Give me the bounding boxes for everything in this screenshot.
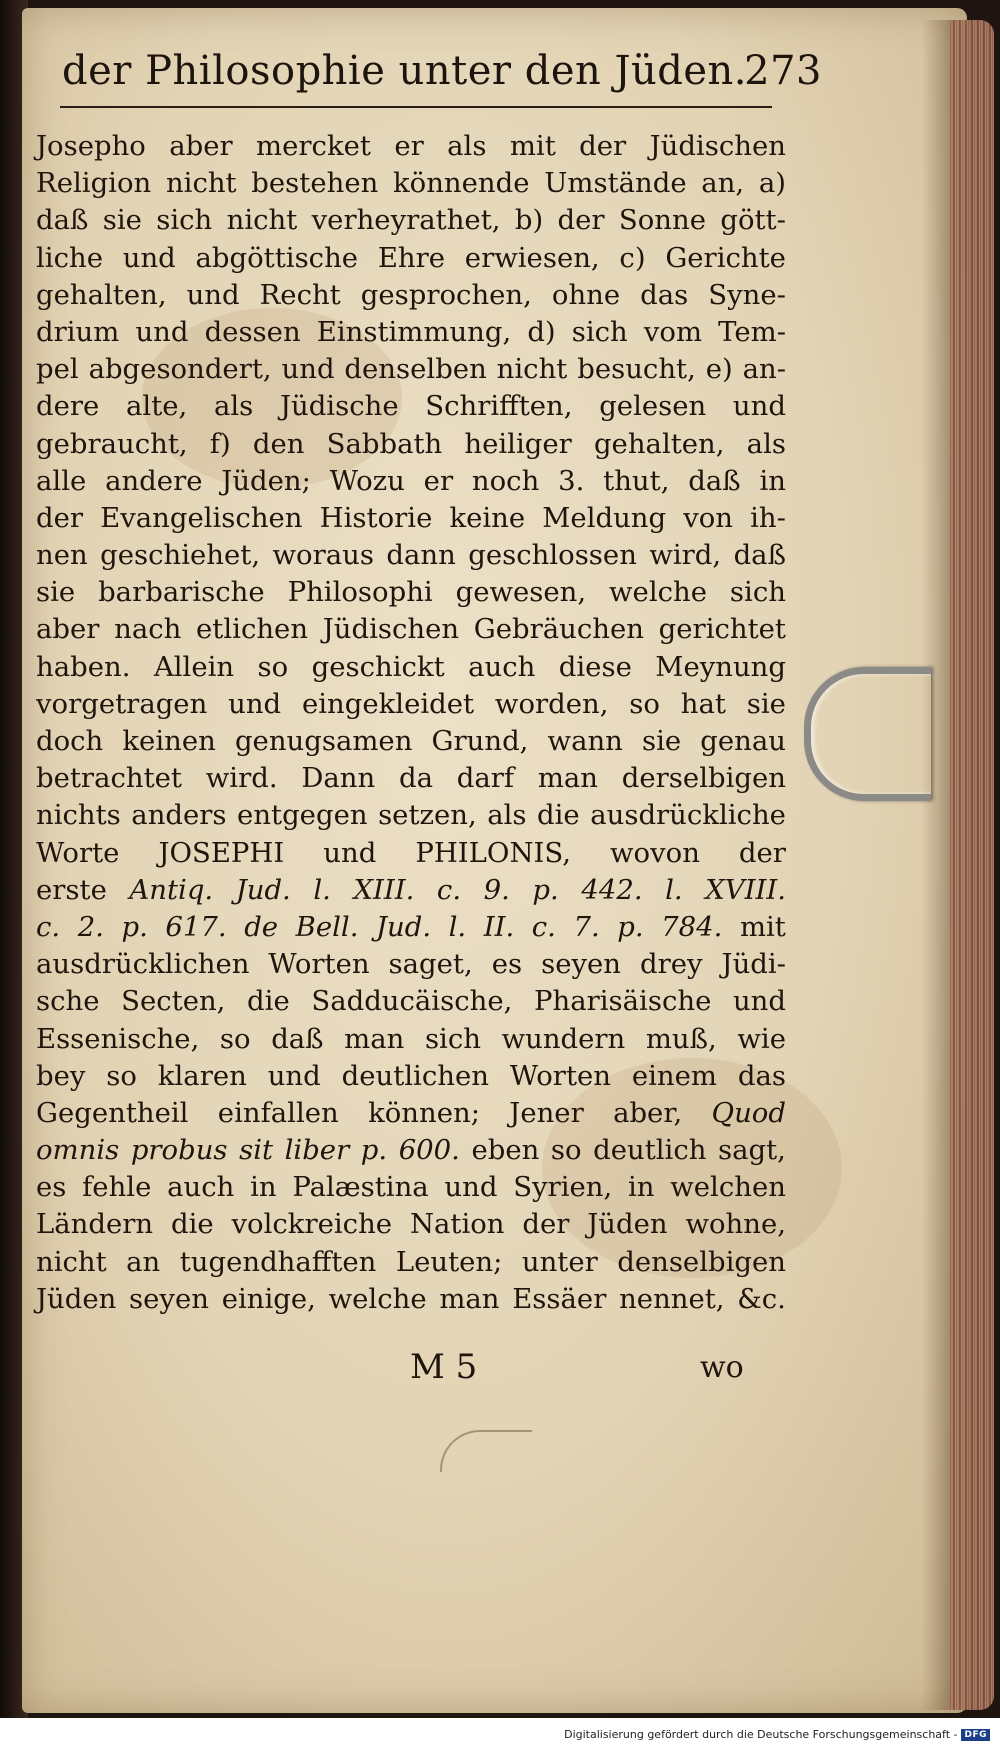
text-word: der: [579, 130, 627, 162]
text-word: etlichen: [196, 613, 309, 646]
text-word: Tem-: [718, 315, 786, 348]
text-line: [36, 1132, 786, 1169]
text-word: vom: [643, 315, 703, 348]
text-word: p.: [532, 873, 559, 906]
text-word: erwiesen,: [464, 241, 600, 274]
text-word: der: [557, 204, 605, 237]
text-line: [36, 649, 786, 686]
text-word: 3.: [558, 464, 585, 497]
text-word: als: [746, 427, 786, 460]
text-word: so: [257, 650, 289, 683]
text-word: sie: [746, 687, 786, 720]
text-word: omnis: [36, 1134, 120, 1167]
text-word: und: [186, 278, 240, 311]
text-word: mit: [739, 910, 786, 943]
text-word: wird,: [649, 539, 722, 572]
text-line: [36, 574, 786, 611]
text-word: gehalten,: [36, 278, 167, 311]
text-word: und: [267, 1059, 321, 1092]
text-line: [36, 909, 786, 946]
text-word: sie: [642, 725, 682, 757]
text-word: Jüden: [587, 1208, 668, 1241]
text-word: denselbigen: [617, 1245, 786, 1278]
text-word: nen: [36, 539, 88, 572]
text-line: [36, 537, 786, 574]
text-word: derselbigen: [621, 762, 786, 795]
text-word: JOSEPHI: [158, 836, 285, 869]
text-line: [36, 1021, 786, 1058]
text-word: sie: [36, 576, 76, 609]
text-word: e): [705, 353, 733, 386]
text-word: nicht: [165, 167, 237, 200]
text-word: so: [629, 687, 660, 720]
text-word: der: [738, 836, 786, 869]
page-edges: [950, 20, 994, 1710]
text-word: XVIII.: [705, 873, 786, 906]
text-word: er: [394, 130, 424, 162]
text-word: wohne,: [685, 1208, 786, 1241]
text-word: f): [209, 427, 231, 460]
text-word: liche: [36, 241, 103, 274]
text-word: &c.: [737, 1282, 786, 1315]
text-word: c.: [531, 910, 556, 943]
text-word: verheyrathet,: [311, 204, 501, 237]
text-word: Josepho: [36, 130, 146, 162]
text-word: Umstände: [544, 167, 687, 200]
text-word: mit: [509, 130, 556, 162]
text-word: so: [106, 1059, 137, 1092]
text-word: diese: [558, 650, 632, 683]
text-word: worden,: [494, 687, 609, 720]
text-word: in: [759, 464, 786, 497]
text-word: keinen: [122, 725, 216, 757]
text-word: dessen: [204, 315, 301, 348]
text-word: Wozu: [329, 464, 405, 497]
text-word: die: [170, 1208, 214, 1241]
text-line: [36, 835, 786, 872]
text-word: Worten: [509, 1059, 611, 1092]
text-word: l.: [448, 910, 467, 943]
text-word: welchen: [670, 1171, 786, 1204]
text-word: a): [758, 167, 786, 200]
text-line: [36, 463, 786, 500]
text-word: andere: [105, 464, 203, 497]
text-word: man: [439, 1282, 500, 1315]
text-word: abgesondert,: [88, 353, 272, 386]
text-word: Gebräuchen: [473, 613, 644, 646]
text-word: Sadducäische,: [311, 985, 513, 1018]
text-word: l.: [313, 873, 331, 906]
text-word: man: [537, 762, 599, 795]
text-line: [36, 240, 786, 277]
text-word: auch: [167, 1171, 235, 1204]
text-word: gelesen: [599, 390, 707, 423]
text-word: sich: [156, 204, 213, 237]
text-word: an-: [742, 353, 786, 386]
text-word: liber: [284, 1134, 350, 1167]
text-line: [36, 314, 786, 351]
text-word: gewesen,: [455, 576, 587, 609]
header-rule: [60, 106, 772, 108]
text-line: [36, 351, 786, 388]
text-word: nicht: [36, 1245, 107, 1278]
text-word: tugendhafften: [179, 1245, 377, 1278]
text-word: nichts: [36, 799, 121, 832]
text-word: nicht: [226, 204, 298, 237]
text-word: p.: [360, 1134, 388, 1167]
text-word: nennet,: [619, 1282, 725, 1315]
text-word: drey: [640, 948, 703, 981]
text-word: und: [228, 687, 282, 720]
text-line: [36, 1206, 786, 1243]
text-word: an: [126, 1245, 161, 1278]
text-word: drium: [36, 315, 120, 348]
text-word: Nation: [409, 1208, 505, 1241]
text-word: dann: [386, 539, 456, 572]
text-word: aber: [36, 613, 100, 646]
body-text: [36, 128, 786, 1318]
text-line: [36, 723, 786, 760]
text-word: nicht: [496, 353, 568, 386]
text-word: Palæstina: [292, 1171, 429, 1204]
text-line: [36, 388, 786, 425]
text-word: wie: [737, 1022, 786, 1055]
text-word: wird.: [205, 762, 278, 795]
text-word: Gerichte: [665, 241, 786, 274]
dfg-logo-icon: DFG: [961, 1729, 990, 1741]
text-word: Evangelischen: [100, 501, 303, 534]
text-word: welche: [609, 576, 708, 609]
text-word: Jüdi-: [721, 948, 786, 981]
text-word: Quod: [711, 1096, 786, 1129]
text-word: 600.: [398, 1134, 460, 1167]
text-word: er: [423, 464, 454, 497]
text-word: und: [732, 390, 786, 423]
text-word: Ehre: [377, 241, 446, 274]
text-word: welche: [328, 1282, 427, 1315]
text-word: das: [640, 278, 689, 311]
text-word: pel: [36, 353, 79, 386]
text-word: geschiehet,: [100, 539, 261, 572]
text-word: die: [247, 985, 290, 1018]
text-line: [36, 202, 786, 239]
text-word: probus: [130, 1134, 228, 1167]
text-word: das: [737, 1059, 786, 1092]
text-word: abgöttische: [195, 241, 359, 274]
text-word: die: [537, 799, 580, 832]
text-line: [36, 500, 786, 537]
text-word: auch: [468, 650, 536, 683]
text-word: es: [491, 948, 523, 981]
text-word: sie: [102, 204, 142, 237]
text-word: klaren: [157, 1059, 247, 1092]
text-word: Historie: [319, 501, 433, 534]
text-word: anders: [131, 799, 227, 832]
text-word: saget,: [388, 948, 473, 981]
text-word: und: [122, 241, 176, 274]
text-word: vorgetragen: [36, 687, 208, 720]
text-word: Bell.: [295, 910, 359, 943]
text-word: Syrien,: [513, 1171, 613, 1204]
text-word: Meldung: [542, 501, 667, 534]
text-word: heiliger: [464, 427, 572, 460]
text-word: Jüdische: [279, 390, 399, 423]
text-word: seyen: [541, 948, 622, 981]
text-word: XIII.: [353, 873, 415, 906]
text-word: erste: [36, 873, 107, 906]
text-word: seyen: [129, 1282, 209, 1315]
text-word: da: [398, 762, 433, 795]
footer-credit-text: Digitalisierung gefördert durch die Deutsche Forschungsgemeinschaft -: [564, 1728, 958, 1741]
text-word: an,: [701, 167, 745, 200]
text-word: gehalten,: [593, 427, 725, 460]
text-line: [36, 426, 786, 463]
text-word: wundern: [501, 1022, 626, 1055]
text-word: und: [323, 836, 377, 869]
text-word: Secten,: [121, 985, 226, 1018]
text-word: 784.: [661, 910, 723, 943]
text-word: Essäer: [512, 1282, 607, 1315]
text-word: gebraucht,: [36, 427, 188, 460]
text-word: Einstimmung,: [316, 315, 512, 348]
text-word: sit: [239, 1134, 274, 1167]
text-word: von: [683, 501, 734, 534]
text-word: daß: [733, 539, 786, 572]
text-word: wovon: [610, 836, 700, 869]
text-word: aber: [169, 130, 233, 162]
text-word: de: [244, 910, 279, 943]
text-word: Sonne: [618, 204, 706, 237]
text-word: keine: [449, 501, 526, 534]
text-word: in: [627, 1171, 655, 1204]
text-line: [36, 1281, 786, 1318]
text-word: als: [487, 799, 527, 832]
text-word: gött-: [720, 204, 786, 237]
text-word: den: [252, 427, 305, 460]
page-edge-shadow: [922, 20, 952, 1710]
text-word: Grund,: [431, 725, 529, 757]
text-line: [36, 611, 786, 648]
text-line: [36, 1169, 786, 1206]
text-line: [36, 128, 786, 165]
text-word: betrachtet: [36, 762, 182, 795]
text-word: Syne-: [708, 278, 786, 311]
text-word: Jüdischen: [322, 613, 460, 646]
text-word: gesprochen,: [360, 278, 532, 311]
text-line: [36, 1095, 786, 1132]
text-word: und: [135, 315, 189, 348]
catchword: wo: [700, 1350, 744, 1385]
text-word: einige,: [221, 1282, 316, 1315]
text-word: muß,: [645, 1022, 717, 1055]
text-word: besucht,: [577, 353, 696, 386]
page-clip: [804, 667, 931, 801]
text-word: einem: [631, 1059, 717, 1092]
text-word: dere: [36, 390, 100, 423]
text-word: Jud.: [235, 873, 291, 906]
text-line: [36, 686, 786, 723]
text-word: sich: [729, 576, 786, 609]
text-word: Pharisäische: [533, 985, 712, 1018]
page-number: 273: [744, 48, 822, 94]
text-line: [36, 983, 786, 1020]
text-word: als: [213, 390, 254, 423]
text-word: thut,: [603, 464, 670, 497]
text-word: c.: [436, 873, 462, 906]
text-word: Sabbath: [326, 427, 443, 460]
text-word: Ländern: [36, 1208, 154, 1241]
text-word: Jud.: [376, 910, 432, 943]
text-line: [36, 797, 786, 834]
text-word: genugsamen: [234, 725, 413, 757]
text-word: woraus: [272, 539, 374, 572]
text-word: so: [219, 1022, 251, 1055]
text-line: [36, 1244, 786, 1281]
text-word: und: [444, 1171, 498, 1204]
text-word: 2.: [77, 910, 104, 943]
text-word: und: [732, 985, 786, 1018]
text-line: [36, 760, 786, 797]
text-word: eben: [471, 1134, 540, 1167]
text-word: haben.: [36, 650, 131, 683]
text-word: 7.: [573, 910, 600, 943]
text-word: c): [619, 241, 646, 274]
text-word: Schrifften,: [425, 390, 573, 423]
text-word: 9.: [483, 873, 510, 906]
text-word: Gegentheil: [36, 1096, 189, 1129]
text-line: [36, 1058, 786, 1095]
text-word: geschlossen: [468, 539, 637, 572]
text-word: Jüden;: [221, 464, 311, 497]
text-word: wann: [547, 725, 623, 757]
text-word: c.: [36, 910, 61, 943]
text-word: hat: [680, 687, 726, 720]
text-word: 617.: [165, 910, 227, 943]
text-word: geschickt: [311, 650, 445, 683]
text-word: Philosophi: [287, 576, 433, 609]
text-word: und: [281, 353, 335, 386]
text-word: bestehen: [251, 167, 379, 200]
text-word: Allein: [153, 650, 235, 683]
text-word: genau: [700, 725, 786, 757]
text-word: p.: [121, 910, 148, 943]
text-word: PHILONIS,: [415, 836, 571, 869]
text-word: denselben: [344, 353, 487, 386]
text-word: darf: [456, 762, 515, 795]
text-word: entgegen: [237, 799, 368, 832]
text-word: eingekleidet: [301, 687, 475, 720]
running-header: [62, 48, 822, 104]
text-line: [36, 277, 786, 314]
running-header-title: der Philosophie unter den Jüden.: [62, 48, 748, 94]
text-word: sche: [36, 985, 100, 1018]
text-word: ih-: [750, 501, 786, 534]
text-word: deutlich: [593, 1134, 707, 1167]
text-word: Essenische,: [36, 1022, 200, 1055]
text-word: können;: [368, 1096, 480, 1129]
text-word: d): [527, 315, 556, 348]
text-word: ausdrückliche: [590, 799, 786, 832]
text-word: Jener: [509, 1096, 584, 1129]
text-word: es: [36, 1171, 67, 1204]
text-word: in: [250, 1171, 277, 1204]
text-word: Religion: [36, 167, 152, 200]
text-word: 442.: [581, 873, 643, 906]
footer-credit: [564, 1728, 990, 1741]
text-word: man: [344, 1022, 405, 1055]
text-word: sagt,: [718, 1134, 786, 1167]
text-word: sich: [424, 1022, 481, 1055]
text-word: daß: [688, 464, 741, 497]
text-word: ausdrücklichen: [36, 948, 250, 981]
text-word: barbarische: [98, 576, 265, 609]
footer-bar: [0, 1718, 1000, 1748]
text-word: gerichtet: [658, 613, 786, 646]
text-line: [36, 872, 786, 909]
text-word: der: [36, 501, 84, 534]
text-word: der: [522, 1208, 570, 1241]
text-word: alte,: [126, 390, 188, 423]
text-word: aber,: [613, 1096, 683, 1129]
text-word: Antiq.: [129, 873, 214, 906]
text-word: deutlichen: [341, 1059, 489, 1092]
signature-mark: M 5: [410, 1347, 478, 1387]
text-word: Worten: [268, 948, 370, 981]
text-word: Jüden: [36, 1282, 117, 1315]
text-word: unter: [521, 1245, 598, 1278]
text-word: II.: [483, 910, 515, 943]
text-word: sich: [571, 315, 628, 348]
text-word: alle: [36, 464, 87, 497]
text-word: daß: [271, 1022, 324, 1055]
text-word: Meynung: [655, 650, 786, 683]
text-word: mercket: [256, 130, 371, 162]
text-word: setzen,: [378, 799, 477, 832]
text-word: doch: [36, 725, 104, 757]
text-word: als: [447, 130, 487, 162]
text-word: ohne: [551, 278, 621, 311]
text-word: Leuten;: [395, 1245, 503, 1278]
text-word: könnende: [393, 167, 530, 200]
text-word: volckreiche: [231, 1208, 393, 1241]
text-word: b): [514, 204, 544, 237]
text-line: [36, 946, 786, 983]
text-word: daß: [36, 204, 89, 237]
text-word: fehle: [82, 1171, 152, 1204]
text-word: p.: [617, 910, 644, 943]
text-word: Worte: [36, 836, 120, 869]
text-word: nach: [114, 613, 182, 646]
text-word: einfallen: [217, 1096, 339, 1129]
text-word: noch: [471, 464, 540, 497]
text-word: so: [550, 1134, 582, 1167]
text-word: Dann: [301, 762, 376, 795]
text-word: Recht: [259, 278, 341, 311]
text-word: bey: [36, 1059, 86, 1092]
text-word: Jüdischen: [649, 130, 786, 162]
text-line: [36, 165, 786, 202]
text-word: l.: [665, 873, 683, 906]
